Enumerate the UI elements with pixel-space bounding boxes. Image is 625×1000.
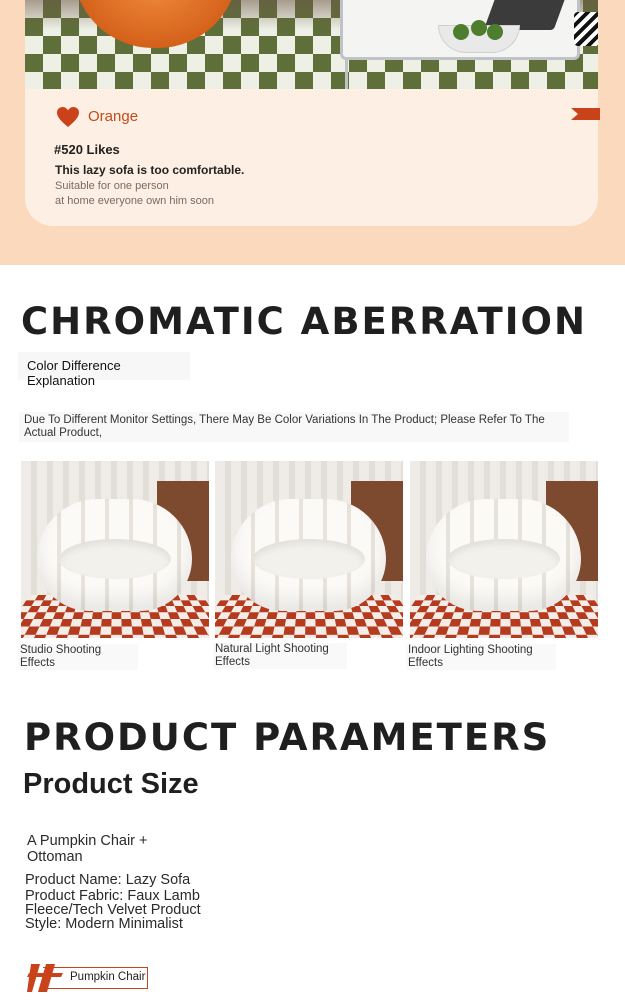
product-size-heading: Product Size — [23, 768, 199, 800]
spec-fabric: Product Fabric: Faux Lamb — [25, 888, 200, 904]
orange-pumpkin-pouf — [73, 0, 238, 48]
color-name: Orange — [88, 108, 139, 125]
likes-count: #520 Likes — [54, 142, 120, 157]
photo-caption: Natural Light Shooting Effects — [213, 643, 347, 669]
subtext-line-2: at home everyone own him soon — [55, 195, 214, 207]
tagline: This lazy sofa is too comfortable. — [55, 163, 245, 177]
product-size-value: A Pumpkin Chair + Ottoman — [27, 833, 148, 865]
heart-icon — [56, 106, 80, 128]
subtext-line-1: Suitable for one person — [55, 180, 169, 192]
section-heading-chromatic: CHROMATIC ABERRATION — [21, 300, 587, 343]
color-difference-label: Color Difference Explanation — [18, 352, 190, 380]
striped-mug — [574, 12, 598, 46]
photo-caption: Studio Shooting Effects — [18, 644, 138, 670]
sofa-photo-natural-light — [215, 461, 403, 638]
spec-style: Style: Modern Minimalist — [25, 916, 183, 932]
flag-icon — [571, 108, 600, 120]
sofa-photo-indoor-lighting — [410, 461, 598, 638]
pumpkin-chair-tag: Pumpkin Chair — [70, 971, 146, 983]
photo-caption: Indoor Lighting Shooting Effects — [406, 644, 556, 670]
product-spec-list — [25, 873, 275, 931]
living-room-photo — [25, 0, 598, 89]
spec-name: Product Name: Lazy Sofa — [25, 872, 191, 888]
section-heading-parameters: PRODUCT PARAMETERS — [24, 716, 551, 759]
spec-fabric-cont: Fleece/Tech Velvet Product — [25, 902, 201, 918]
color-disclaimer: Due To Different Monitor Settings, There May Be Color Variations In The Product; Please Refer To The Actual Product, — [19, 412, 569, 442]
sofa-photo-studio — [21, 461, 209, 638]
